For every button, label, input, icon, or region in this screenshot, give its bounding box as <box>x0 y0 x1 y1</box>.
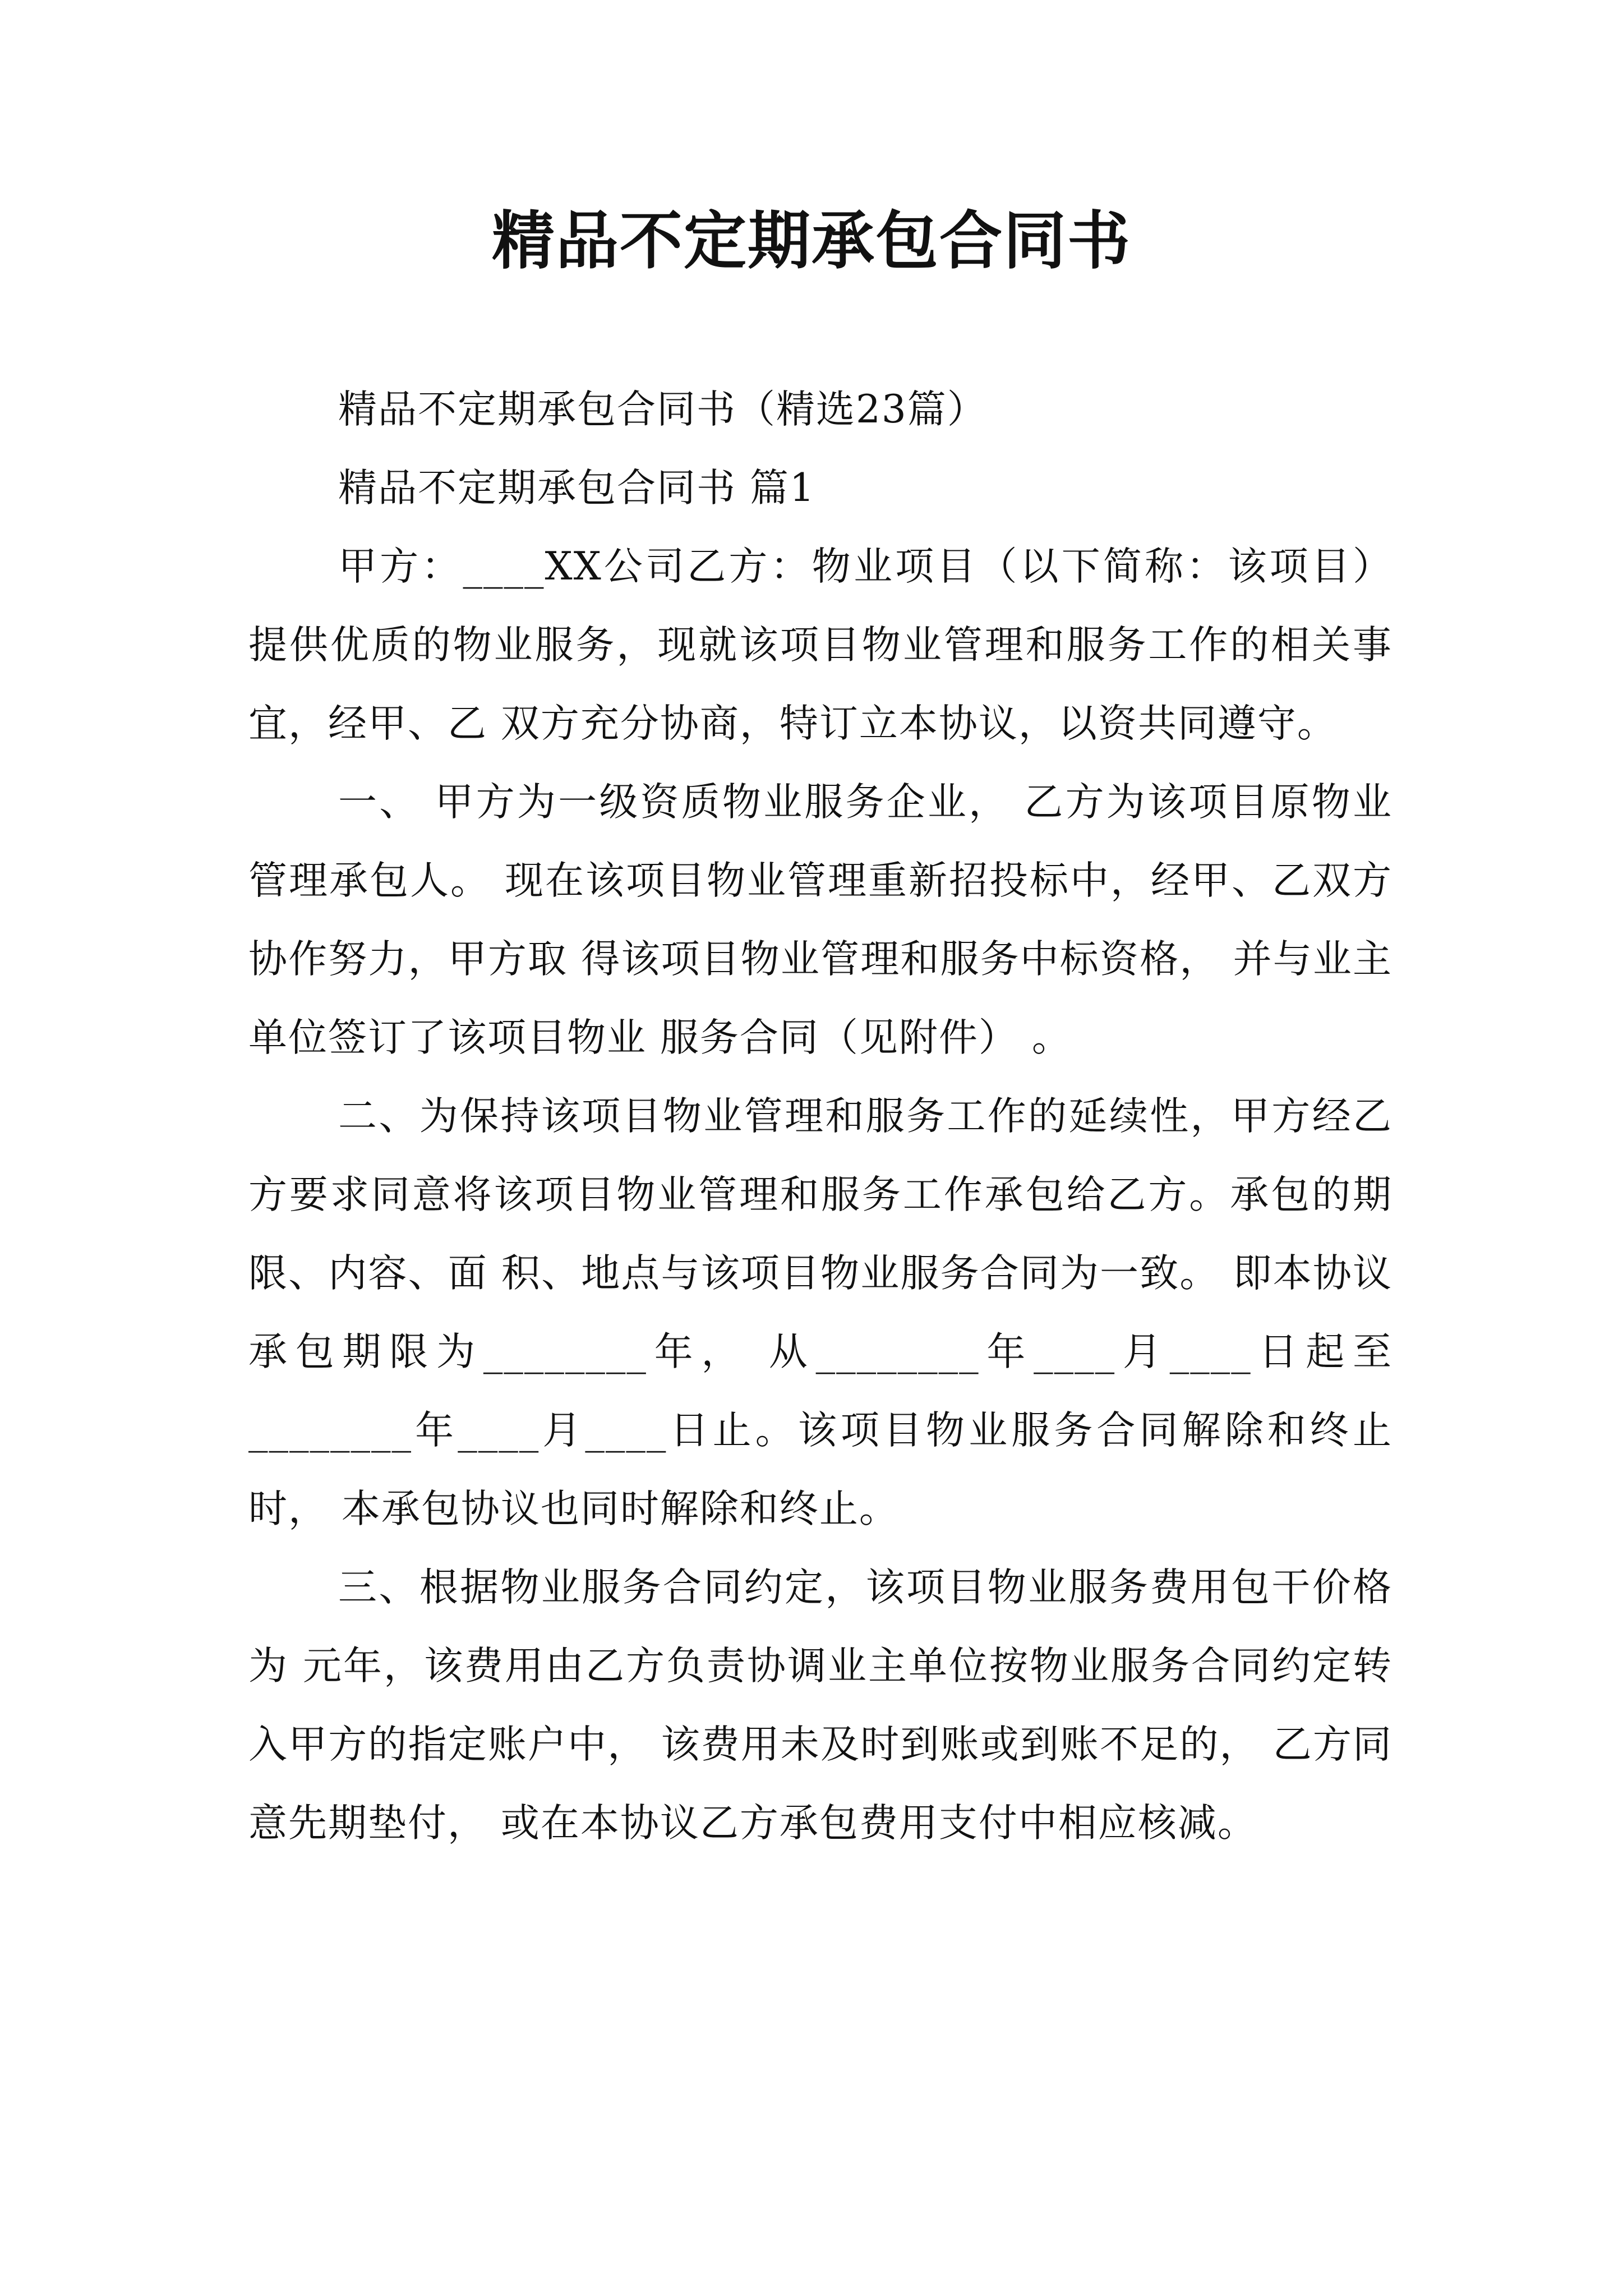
document-body <box>248 370 1393 1862</box>
paragraph-clause-3: 三、根据物业服务合同约定，该项目物业服务费用包干价格为 元年，该费用由乙方负责协调业主单位按物业服务合同约定转入甲方的指定账户中， 该费用未及时到账或到账不足的， 乙方同意先期垫付， 或在本协议乙方承包费用支付中相应核减。 <box>248 1565 1393 1846</box>
section-heading: 精品不定期承包合同书 篇1 <box>338 466 815 510</box>
document-subtitle: 精品不定期承包合同书（精选23篇） <box>338 387 987 432</box>
paragraph-clause-2: 二、为保持该项目物业管理和服务工作的延续性，甲方经乙方要求同意将该项目物业管理和服务工作承包给乙方。承包的期限、内容、面 积、地点与该项目物业服务合同为一致。 即本协议承包期限为________年， 从________年____月____日起至________年____月____日止。该项目物业服务合同解除和终止时， 本承包协议也同时解除和终止。 <box>248 1094 1393 1531</box>
paragraph-clause-1: 一、 甲方为一级资质物业服务企业， 乙方为该项目原物业管理承包人。 现在该项目物业管理重新招投标中，经甲、乙双方协作努力，甲方取 得该项目物业管理和服务中标资格， 并与业主单位签订了该项目物业 服务合同（见附件） 。 <box>248 780 1393 1060</box>
paragraph-parties: 甲方：____XX公司乙方：物业项目（以下简称：该项目）提供优质的物业服务，现就该项目物业管理和服务工作的相关事宜，经甲、乙 双方充分协商，特订立本协议，以资共同遵守。 <box>248 544 1393 746</box>
document-title: 精品不定期承包合同书 <box>492 204 1131 278</box>
